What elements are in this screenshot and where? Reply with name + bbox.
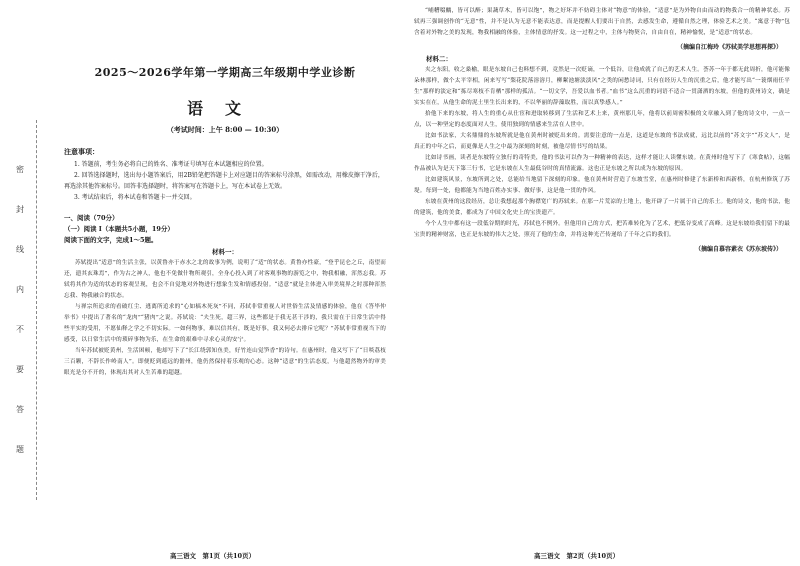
notice-item: 1. 答题前，考生务必将自己的姓名、准考证号填写在本试题相应的位置。 — [74, 161, 268, 168]
binding-char: 内 — [16, 285, 24, 294]
source-citation: （摘编自慕容素衣《苏东坡传》） — [694, 246, 782, 253]
binding-char: 线 — [16, 245, 24, 254]
source-citation: （摘编自江梅玲《苏轼美学思想再探》） — [676, 44, 782, 51]
page-footer: 高三语文 第1页（共10页） — [170, 552, 256, 560]
binding-char: 答 — [16, 405, 24, 414]
binding-char: 不 — [16, 325, 24, 334]
paragraph: 夹之东阳，收之桑榆，眼是东坡自己也料想不到，竟然是一次贬谪，一个低谷，让他成就了自己的艺术人生。荟苏一年于都无此周折，他可能像朵林那样，做个太平宰相，闲来写写“梨花院落溶溶月，柳絮池塘淡淡风”之类的闲愁诗词，只有在经历人生的沉重之后，他才能写出“一蓑烟雨任平生”那样的淡定和“拣尽寒枝不肯栖”那样的孤洁。“一切文学，吾爱以血书者。”血书“这么沉重的词语不适合一贯潇洒的东坡，但他的黄州诗文，确是实实在在，从他生命的泥土里生长出来的，不以华丽的辞藻取胜，而以真挚感人。” — [414, 67, 791, 106]
notice-title: 注意事项： — [64, 147, 99, 156]
paragraph: 比如书法家，大名鼎鼎的东坡所就是他在黄州时被贬出来的。需要注意的一点是，这道是东坡的书法成就，远比以前的“苏文字”“苏文人”，是真正的中年之后，而更像是人生之中最为深刻的时刻，被他尽情书写的结果。 — [414, 133, 790, 150]
page-2 — [404, 0, 800, 566]
binding-char: 密 — [16, 165, 24, 174]
material-label: 材料二： — [426, 55, 452, 63]
notice-item: 3. 考试结束后，将本试卷和答题卡一并交回。 — [74, 194, 196, 201]
section-subheading: （一）阅读 I（本题共5小题，19分） — [64, 225, 174, 233]
page-footer: 高三语文 第2页（共10页） — [534, 552, 620, 560]
binding-char: 封 — [16, 205, 24, 214]
binding-char: 要 — [16, 365, 24, 374]
paragraph: 苏轼提出“适意”的生活主张，以黄鲁亦于赤水之北的故事为例，说明了“适”的状态。黄鲁亦性豪，“登乎昆仑之丘，南望而还，遗其玄珠焉”，作为古之神人，他也不免做什物所观引，全身心投入到了对客观事物的游览之中，物我相融，浑然忘我。苏轼将其作为适的状态的客观呈现，也会不自觉地对外物进行想象生发和情感投射。“适意”就是主体进入审美境界之时那种浑然忘我、物我融合的状态。 — [64, 260, 386, 299]
binding-char: 题 — [16, 445, 24, 454]
subject-title: 语文 — [186, 99, 263, 118]
paragraph: 今个人生中都有这一段低谷期的时光，苏轼也不例外。但他用自己的方式，把苦难转化为了艺术，把低谷变成了高峰。这是东坡给我们留下的最宝贵的精神财富，也正是东坡的伟大之处，照亮了他的生命，并将这种光芒传递给了千年之后的我们。 — [414, 221, 791, 238]
paragraph: 当年苏轼被贬黄州，生活困顿，他却写下了“长江绕郭知鱼美，好竹连山觉笋香”的诗句。在惠州时，他又写下了“日啖荔枝三百颗，不辞长作岭南人”。即便贬到遥远的儋州，他仍然保持着乐观的心态。这种“适意”的生活态度，与他超然物外的审美眼光是分不开的，体现出其对人生苦难的超越。 — [64, 348, 386, 376]
notice-item: 2. 回答选择题时，选出每小题答案后，用2B铅笔把答题卡上对应题目的答案标号涂黑，如需改动，用橡皮擦干净后，再选涂其他答案标号。回答非选择题时，将答案写在答题卡上，写在本试卷上无效。 — [64, 172, 384, 190]
exam-title: 2025～2026学年第一学期高三年级期中学业诊断 — [94, 66, 356, 79]
paragraph: 与禅宗所追求的看破红尘、逃离所追求的“心如槁木死灰”不同，苏轼非常重视人对世俗生活及情感的体验，他在《答毕仲举书》中提出了著名的“龙肉”“猪肉”之说。苏轼说：“夫生死，超三界，这些都是于我无甚干涉的，我只需在于日常生活中得些平实的受用，不愿仙释之学之不切实际。一如何物事，难以信其有，既是好事，我又何必去排斥它呢？”苏轼非常重视当下的感受，以日常生活中的琐碎事物为乐，在生命的艰难中寻求心灵的安宁。 — [64, 304, 386, 343]
paragraph: “哺糟啜醨，皆可以醉；果蔬草木，皆可以饱”，物之好坏并不妨碍主体对“物意”的体验，“适意”是为外物自由而动的物我合一的精神状态。苏轼再三强调创作的“无意”性，并不是认为无意不能表达意，而是提醒人们要出于自然，去感发生命，遵循自然之理，体验艺术之美。“寓意于物”包含着对外物之美的发现，物我相融的体验，主体情意的抒发。这一过程之中，主体与物契合，自由自在，精神愉悦，是“适意”的状态。 — [414, 8, 790, 36]
paragraph: 比如诗书画，读者是东坡特立独行的奇特美，他的书法可以作为一种精神的表达，这样才能让人读懂东坡。在黄州时他写下了《寒食帖》，这幅作品被认为是天下第三行书，它是东坡在人生最低谷时的真情流露。这也正是东坡之所以成为东坡的原因。 — [414, 155, 790, 172]
section-heading: 一、阅读（70分） — [64, 214, 119, 222]
section-instruction: 阅读下面的文字，完成1～5题。 — [64, 236, 158, 244]
paragraph: 东坡在黄州的这段经历，总让我想起那个胸襟宽广的苏轼来。在那一片荒凉的土地上，他开辟了一片属于自己的乐土。他的诗文，他的书法，他的建筑，他的美食，都成为了中国文化史上的宝贵遗产。 — [414, 199, 791, 216]
paragraph: 比如建筑风景，东坡所到之处，总能给当地留下深刻的印象。他在黄州时营造了东坡雪堂，在惠州时修建了东新桥和西新桥，在杭州修筑了苏堤。每到一处，他都能为当地百姓办实事、做好事，这是他一贯的作风。 — [414, 177, 790, 194]
material-label: 材料一： — [212, 248, 238, 256]
exam-time: （考试时间：上午 8:00 — 10:30） — [166, 125, 284, 134]
paragraph: 拾他下来的东坡，将人生的重心从仕宦和进取转移到了生活和艺术上来，黄州那几年，他将以前周密积极的文章融入到了他的诗文中，一点一点，以一种坚定的态度面对人生，使用独到的情感来生活在人世中。 — [414, 111, 790, 128]
